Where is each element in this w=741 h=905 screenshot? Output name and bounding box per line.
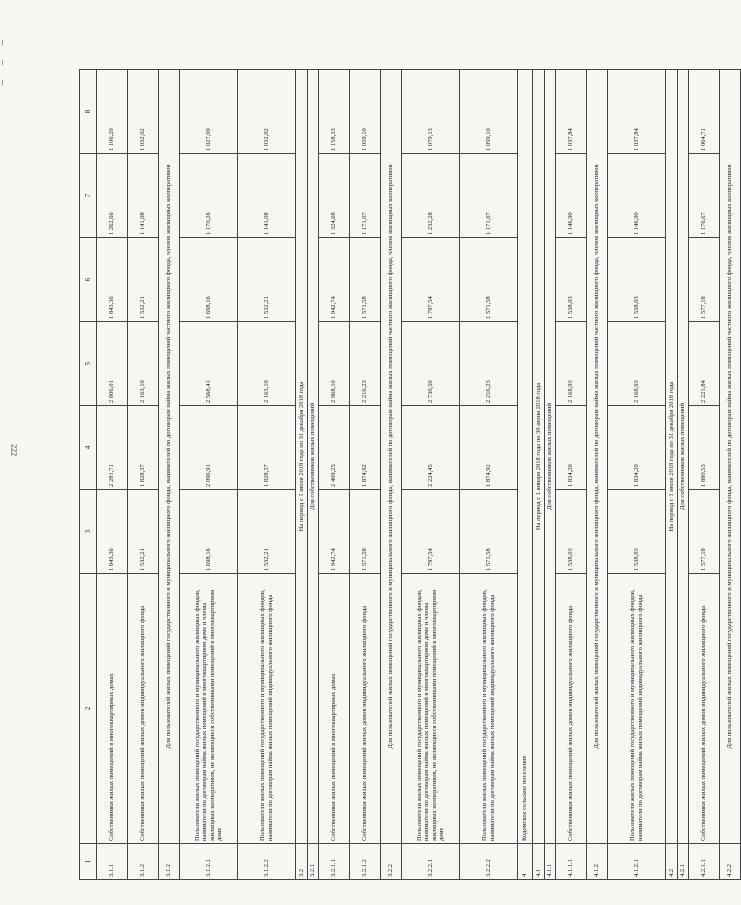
tariff-value: 1 797,54 xyxy=(402,490,460,574)
row-number: 4.2.1 xyxy=(678,844,689,880)
tariff-value: 1 027,00 xyxy=(180,70,238,154)
row-number: 3.2 xyxy=(296,844,308,880)
tariff-value: 1 262,66 xyxy=(97,154,128,238)
row-number: 3.1.2 xyxy=(159,844,180,880)
tariff-value: 1 571,58 xyxy=(460,238,518,322)
row-description: Пользователи жилых помещений государственного и муниципального жилищных фондов, наниматели по договорам найма жилых помещений в многоквартирном доме и члены жилищных кооперативов, не являющиеся собственниками помещений в многоквартирном доме xyxy=(180,574,238,844)
table-row xyxy=(238,70,296,880)
tariff-value: 1 942,74 xyxy=(319,238,350,322)
row-number: 3.2.1.2 xyxy=(350,844,381,880)
tariff-value: 1 880,53 xyxy=(689,406,720,490)
tariff-value: 2 163,10 xyxy=(128,322,159,406)
tariff-value: 1 158,33 xyxy=(319,70,350,154)
tariff-value: 1 874,92 xyxy=(350,406,381,490)
period-text: На период с 1 июля 2018 года по 31 декабря 2018 года xyxy=(296,70,308,844)
table-row xyxy=(180,70,238,880)
tariff-table xyxy=(79,69,741,880)
tariff-value: 1 874,92 xyxy=(460,406,518,490)
column-number: 3 xyxy=(80,490,97,574)
tariff-value: 1 834,20 xyxy=(556,406,587,490)
column-number: 8 xyxy=(80,70,97,154)
tariff-value: 1 698,16 xyxy=(180,238,238,322)
category-row xyxy=(159,70,180,880)
period-row xyxy=(666,70,678,880)
tariff-value: 2 281,71 xyxy=(97,406,128,490)
tariff-value: 2 216,23 xyxy=(350,322,381,406)
column-number: 4 xyxy=(80,406,97,490)
tariff-value: 1 538,03 xyxy=(608,238,666,322)
row-number: 4.1.2.1 xyxy=(608,844,666,880)
period-row xyxy=(533,70,545,880)
row-description: Собственники жилых помещений жилых домов индивидуального жилищного фонда xyxy=(350,574,381,844)
tariff-value: 1 064,71 xyxy=(689,70,720,154)
table-row xyxy=(689,70,720,880)
column-number: 1 xyxy=(80,844,97,880)
tariff-value: 2 168,93 xyxy=(608,322,666,406)
category-text: Для пользователей жилых помещений государственного и муниципального жилищного фонда, нанимателей по договорам найма жилых помещений частного жилищного фонда, членов жилищных кооперативов xyxy=(159,70,180,844)
row-description: Собственники жилых помещений жилых домов индивидуального жилищного фонда xyxy=(128,574,159,844)
tariff-value: 1 141,08 xyxy=(238,154,296,238)
row-description: Пользователи жилых помещений государственного и муниципального жилищных фондов, наниматели по договорам найма жилых помещений индивидуального жилищного фонда xyxy=(238,574,296,844)
tariff-value: 2 806,01 xyxy=(97,322,128,406)
row-number: 4.1.2 xyxy=(587,844,608,880)
tariff-value: 1 171,07 xyxy=(460,154,518,238)
tariff-value: 2 730,50 xyxy=(402,322,460,406)
owners-text: Для собственников жилых помещений xyxy=(308,70,319,844)
row-number: 4 xyxy=(518,844,533,880)
column-number: 7 xyxy=(80,154,97,238)
table-row xyxy=(97,70,128,880)
tariff-value: 1 698,16 xyxy=(180,490,238,574)
tariff-value: 2 568,41 xyxy=(180,322,238,406)
row-description: Собственники жилых помещений в многоквартирных домах xyxy=(97,574,128,844)
tariff-value: 1 141,08 xyxy=(128,154,159,238)
tariff-value: 1 532,21 xyxy=(128,490,159,574)
tariff-value: 2 968,10 xyxy=(319,322,350,406)
owners-row xyxy=(308,70,319,880)
margin-mark xyxy=(2,40,3,45)
column-number: 6 xyxy=(80,238,97,322)
category-text: Для пользователей жилых помещений государственного и муниципального жилищного фонда, нанимателей по договорам найма жилых помещений частного жилищного фонда, членов жилищных кооперативов xyxy=(720,70,741,844)
row-description: Собственники жилых помещений жилых домов индивидуального жилищного фонда xyxy=(556,574,587,844)
tariff-value: 1 843,36 xyxy=(97,238,128,322)
tariff-value: 1 797,54 xyxy=(402,238,460,322)
tariff-value: 1 828,37 xyxy=(238,406,296,490)
row-description: Пользователи жилых помещений государственного и муниципального жилищных фондов, наниматели по договорам найма жилых помещений индивидуального жилищного фонда xyxy=(608,574,666,844)
row-description: Пользователи жилых помещений государственного и муниципального жилищных фондов, наниматели по договорам найма жилых помещений индивидуального жилищного фонда xyxy=(460,574,518,844)
owners-text: Для собственников жилых помещений xyxy=(678,70,689,844)
table-row xyxy=(350,70,381,880)
tariff-value: 1 170,26 xyxy=(180,154,238,238)
tariff-value: 1 032,02 xyxy=(238,70,296,154)
category-text: Для пользователей жилых помещений государственного и муниципального жилищного фонда, нанимателей по договорам найма жилых помещений частного жилищного фонда, членов жилищных кооперативов xyxy=(381,70,402,844)
column-number: 2 xyxy=(80,574,97,844)
table-row xyxy=(319,70,350,880)
tariff-value: 2 409,25 xyxy=(319,406,350,490)
row-number: 3.1.2.2 xyxy=(238,844,296,880)
tariff-value: 1 059,10 xyxy=(350,70,381,154)
tariff-value: 1 106,20 xyxy=(97,70,128,154)
period-text: На период с 1 июля 2018 года по 31 декабря 2018 года xyxy=(666,70,678,844)
tariff-value: 1 538,03 xyxy=(608,490,666,574)
tariff-value: 1 324,68 xyxy=(319,154,350,238)
row-description: Собственники жилых помещений в многоквартирных домах xyxy=(319,574,350,844)
tariff-value: 2 168,93 xyxy=(556,322,587,406)
row-description: Собственники жилых помещений жилых домов индивидуального жилищного фонда xyxy=(689,574,720,844)
tariff-value: 2 224,45 xyxy=(402,406,460,490)
category-row xyxy=(381,70,402,880)
owners-row xyxy=(678,70,689,880)
row-number: 3.1.2 xyxy=(128,844,159,880)
tariff-value: 1 577,18 xyxy=(689,238,720,322)
table-row xyxy=(608,70,666,880)
tariff-value: 1 079,13 xyxy=(402,70,460,154)
margin-mark xyxy=(2,60,3,65)
owners-text: Для собственников жилых помещений xyxy=(545,70,556,844)
tariff-value: 2 163,10 xyxy=(238,322,296,406)
row-number: 3.1.2.1 xyxy=(180,844,238,880)
tariff-value: 1 176,67 xyxy=(689,154,720,238)
tariff-value: 2 221,84 xyxy=(689,322,720,406)
row-number: 3.2.2.2 xyxy=(460,844,518,880)
period-text: На период с 1 января 2018 года по 30 июня 2018 года xyxy=(533,70,545,844)
row-number: 3.2.1.1 xyxy=(319,844,350,880)
table-row xyxy=(128,70,159,880)
tariff-value: 1 037,84 xyxy=(608,70,666,154)
tariff-value: 1 032,02 xyxy=(128,70,159,154)
tariff-value: 1 843,36 xyxy=(97,490,128,574)
tariff-value: 1 171,07 xyxy=(350,154,381,238)
row-number: 3.2.2.1 xyxy=(402,844,460,880)
tariff-value: 1 571,58 xyxy=(350,490,381,574)
row-number: 3.2.2 xyxy=(381,844,402,880)
rotated-page xyxy=(79,70,734,880)
category-row xyxy=(720,70,741,880)
tariff-value: 1 059,10 xyxy=(460,70,518,154)
tariff-value: 2 096,91 xyxy=(180,406,238,490)
tariff-value: 1 532,21 xyxy=(128,238,159,322)
page-number: 222 xyxy=(9,444,19,456)
tariff-value: 1 232,28 xyxy=(402,154,460,238)
tariff-value: 1 532,21 xyxy=(238,238,296,322)
tariff-value: 1 828,37 xyxy=(128,406,159,490)
tariff-value: 1 571,58 xyxy=(350,238,381,322)
table-row xyxy=(402,70,460,880)
margin-mark xyxy=(2,80,3,85)
tariff-value: 1 532,21 xyxy=(238,490,296,574)
row-number: 4.1 xyxy=(533,844,545,880)
tariff-value: 1 571,58 xyxy=(460,490,518,574)
tariff-value: 1 538,03 xyxy=(556,238,587,322)
row-number: 4.2 xyxy=(666,844,678,880)
row-description: Пользователи жилых помещений государственного и муниципального жилищных фондов, наниматели по договорам найма жилых помещений в многоквартирном доме и члены жилищных кооперативов, не являющиеся собственниками помещений в многоквартирном доме xyxy=(402,574,460,844)
tariff-value: 1 942,74 xyxy=(319,490,350,574)
category-row xyxy=(587,70,608,880)
tariff-value: 1 834,20 xyxy=(608,406,666,490)
column-number-row xyxy=(80,70,97,880)
row-number: 4.1.1 xyxy=(545,844,556,880)
tariff-value: 1 538,03 xyxy=(556,490,587,574)
row-number: 4.2.1.1 xyxy=(689,844,720,880)
tariff-value: 2 216,23 xyxy=(460,322,518,406)
row-number: 4.1.1.1 xyxy=(556,844,587,880)
table-row xyxy=(460,70,518,880)
row-number: 4.2.2 xyxy=(720,844,741,880)
row-number: 3.2.1 xyxy=(308,844,319,880)
tariff-value: 1 577,18 xyxy=(689,490,720,574)
tariff-value: 1 146,90 xyxy=(556,154,587,238)
section-row xyxy=(518,70,533,880)
table-row xyxy=(556,70,587,880)
category-text: Для пользователей жилых помещений государственного и муниципального жилищного фонда, нанимателей по договорам найма жилых помещений частного жилищного фонда, членов жилищных кооперативов xyxy=(587,70,608,844)
row-number: 3.1.1 xyxy=(97,844,128,880)
section-title: Кодомское сельское поселение xyxy=(518,70,533,844)
period-row xyxy=(296,70,308,880)
tariff-value: 1 037,84 xyxy=(556,70,587,154)
owners-row xyxy=(545,70,556,880)
column-number: 5 xyxy=(80,322,97,406)
tariff-value: 1 146,90 xyxy=(608,154,666,238)
